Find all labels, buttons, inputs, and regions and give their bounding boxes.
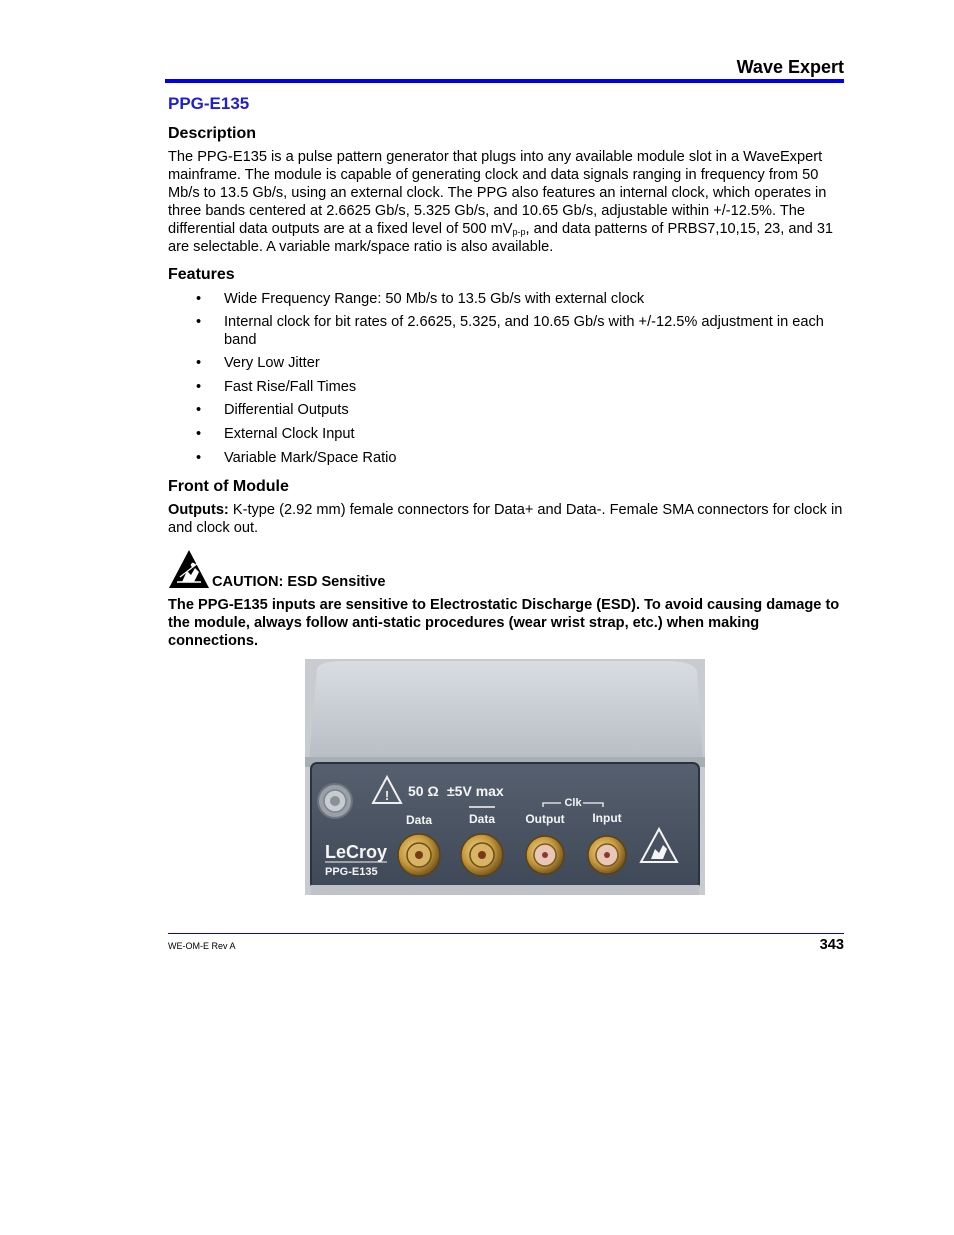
- connector-clk-output: [526, 836, 564, 874]
- connector-data-plus: [398, 834, 440, 876]
- connector-data-minus: [461, 834, 503, 876]
- connector-clk-input: [588, 836, 626, 874]
- features-heading: Features: [168, 266, 235, 283]
- outputs-paragraph: Outputs: K-type (2.92 mm) female connectors for Data+ and Data-. Female SMA connectors for clock in and clock out.: [168, 502, 843, 536]
- photo-ohm-label: 50 Ω: [408, 783, 439, 799]
- features-list: [168, 290, 844, 467]
- photo-output-label: Output: [525, 812, 565, 826]
- description-paragraph: The PPG-E135 is a pulse pattern generator that plugs into any available module slot in a WaveExpert mainframe. The module is capable of generating clock and data signals ranging in frequency from 50 Mb/s to 13.5 Gb/s, using an external clock. The PPG also features an internal clock, which operates in three bands centered at 2.6625 Gb/s, 5.325 Gb/s, and 10.65 Gb/s, adjustable within +/-12.5%. The differential data outputs are at a fixed level of 500 $mV_{p-p}$, and data patterns of PRBS7,10,15, 23, and 31 are selectable. A variable mark/space ratio is also available.: [168, 149, 834, 255]
- module-front-illustration: [305, 659, 705, 895]
- footer-doc-id: WE-OM-E Rev A: [168, 941, 236, 951]
- caution-row: [168, 549, 844, 591]
- feature-item: • Wide Frequency Range: 50 Mb/s to 13.5 Gb/s with external clock: [168, 290, 844, 308]
- description-heading: Description: [168, 125, 257, 142]
- photo-input-label: Input: [592, 811, 622, 825]
- header-title: Wave Expert: [736, 57, 844, 77]
- photo-brand-logo: LeCroy: [325, 842, 388, 862]
- photo-clk-label: Clk: [564, 797, 582, 809]
- photo-data-label: Data: [405, 813, 433, 827]
- feature-item: • Variable Mark/Space Ratio: [168, 449, 844, 467]
- photo-max-label: ±5V max: [447, 783, 504, 799]
- front-heading: Front of Module: [168, 478, 289, 495]
- feature-item: • Very Low Jitter: [168, 354, 844, 372]
- section-title: PPG-E135: [168, 94, 250, 113]
- footer-rule: [168, 933, 844, 934]
- caution-title: CAUTION: ESD Sensitive: [212, 574, 386, 590]
- feature-item: • Fast Rise/Fall Times: [168, 378, 844, 396]
- photo-data-bar-label: Data: [468, 812, 496, 826]
- footer-page-number: 343: [819, 937, 844, 953]
- esd-warning-icon: [168, 549, 210, 589]
- feature-item: • Differential Outputs: [168, 401, 844, 419]
- header-rule: [165, 79, 844, 83]
- module-photo: [305, 659, 705, 895]
- feature-item: • Internal clock for bit rates of 2.6625, 5.325, and 10.65 Gb/s with +/-12.5% adjustment in each band: [168, 313, 844, 349]
- caution-paragraph: The PPG-E135 inputs are sensitive to Electrostatic Discharge (ESD). To avoid causing damage to the module, always follow anti-static procedures (wear wrist strap, etc.) when making connections.: [168, 597, 840, 649]
- feature-item: • External Clock Input: [168, 425, 844, 443]
- photo-model-label: PPG-E135: [325, 866, 378, 878]
- svg-text:!: !: [384, 788, 390, 803]
